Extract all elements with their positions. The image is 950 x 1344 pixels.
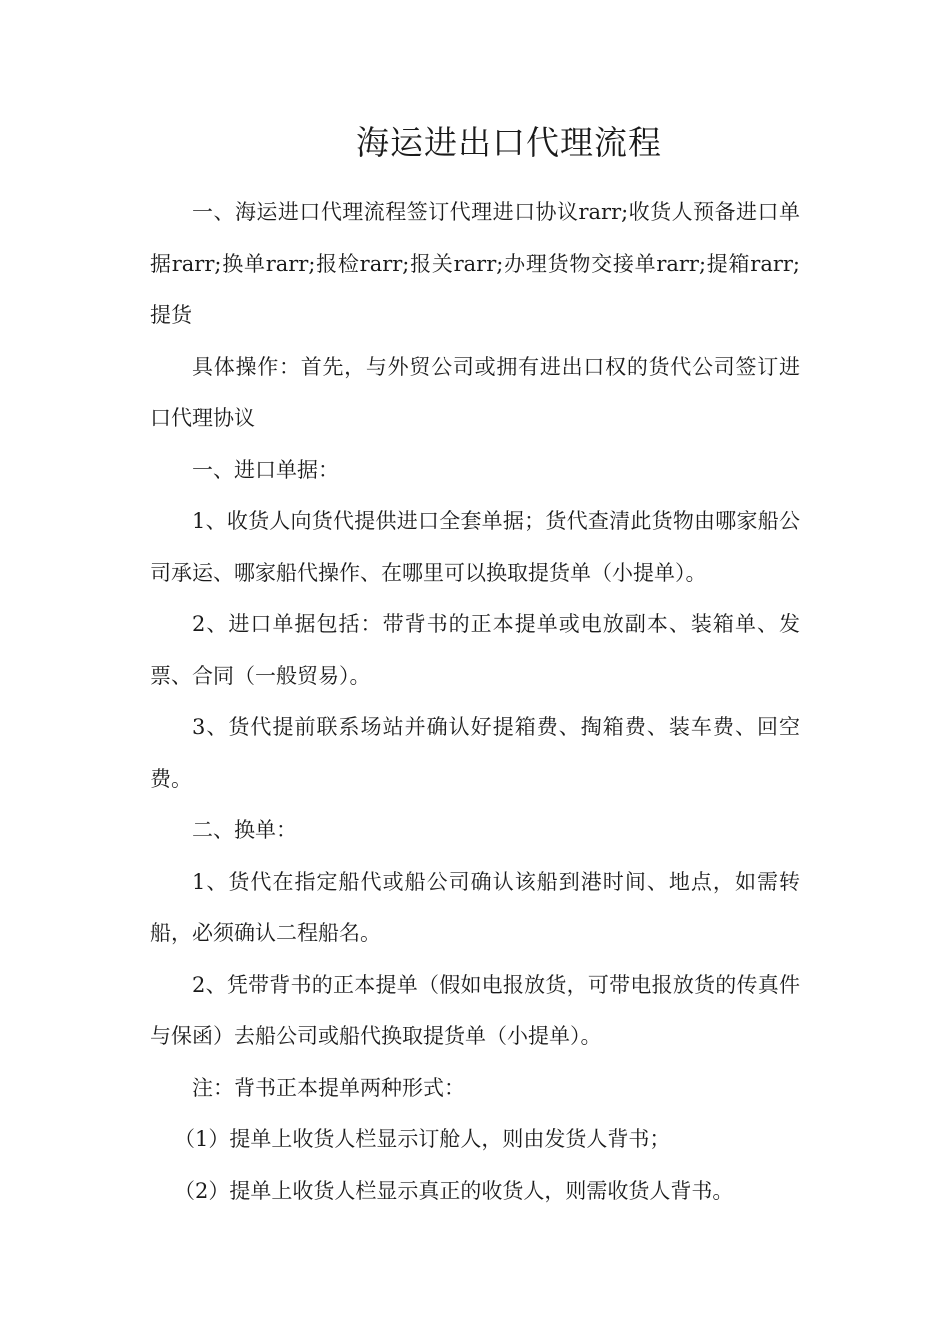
list-item-exchange-2: 2、凭带背书的正本提单（假如电报放货，可带电报放货的传真件与保函）去船公司或船代换取提货单（小提单）。: [150, 972, 800, 1048]
document-title: 海运进出口代理流程: [356, 123, 662, 162]
list-item-documents-1: 1、收货人向货代提供进口全套单据；货代查清此货物由哪家船公司承运、哪家船代操作、在哪里可以换取提货单（小提单）。: [150, 509, 800, 585]
note-item-2: （2）提单上收货人栏显示真正的收货人，则需收货人背书。: [174, 1178, 734, 1203]
list-item-exchange-1: 1、货代在指定船代或船公司确认该船到港时间、地点，如需转船，必须确认二程船名。: [150, 869, 800, 945]
section-heading-import-documents: 一、进口单据：: [192, 457, 339, 482]
document-body: [150, 187, 800, 1217]
paragraph-specific-operation: 具体操作：首先，与外贸公司或拥有进出口权的货代公司签订进口代理协议: [150, 354, 800, 430]
note-item-1: （1）提单上收货人栏显示订舱人，则由发货人背书；: [174, 1127, 671, 1151]
section-heading-exchange-order: 二、换单：: [192, 818, 297, 842]
paragraph-import-flow: 一、海运进口代理流程签订代理进口协议rarr;收货人预备进口单据rarr;换单rarr;报检rarr;报关rarr;办理货物交接单rarr;提箱rarr;提货: [150, 200, 800, 327]
note-heading: 注：背书正本提单两种形式：: [192, 1075, 465, 1100]
list-item-documents-2: 2、进口单据包括：带背书的正本提单或电放副本、装箱单、发票、合同（一般贸易）。: [150, 612, 800, 688]
list-item-documents-3: 3、货代提前联系场站并确认好提箱费、掏箱费、装车费、回空费。: [150, 715, 800, 791]
